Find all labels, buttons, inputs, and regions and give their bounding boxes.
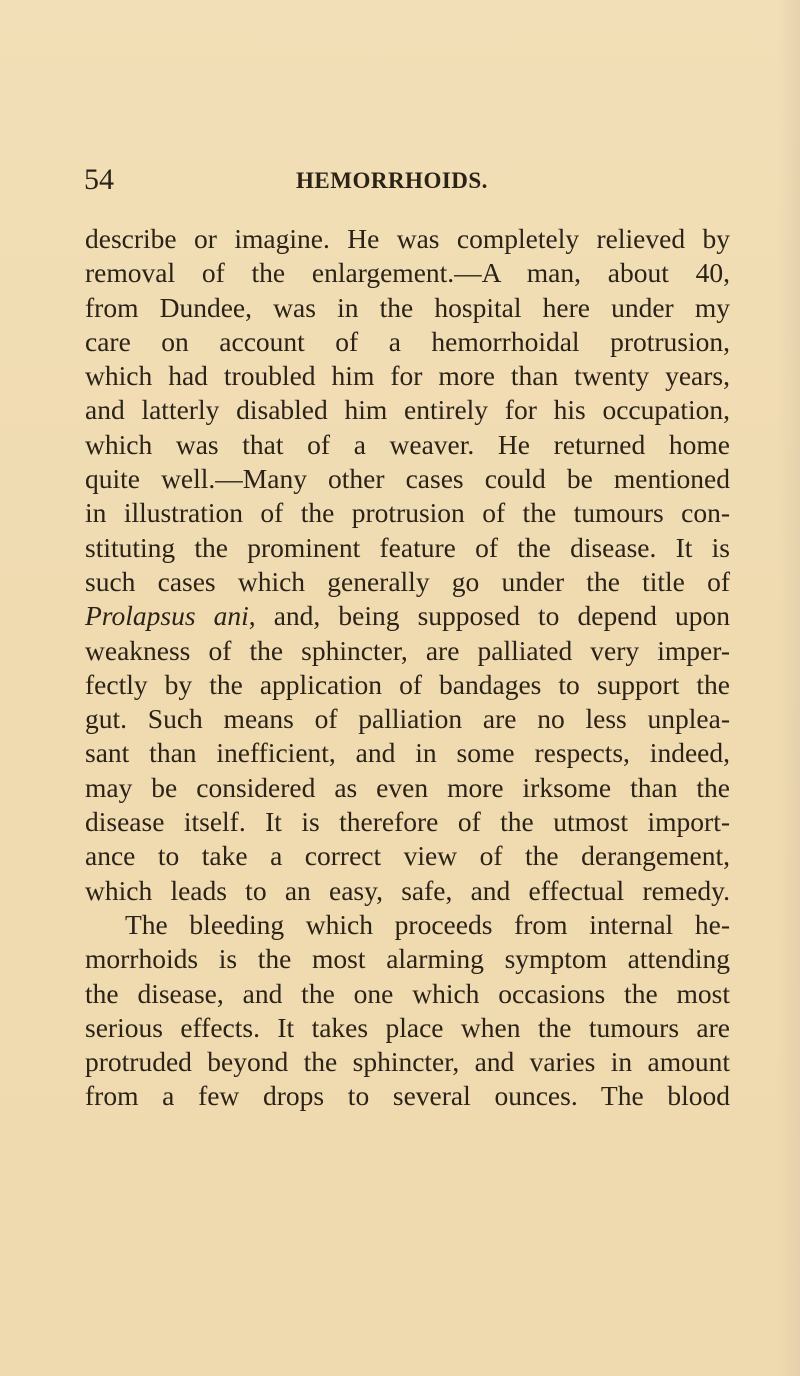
text-line-7: which was that of a weaver. He returned home [85,428,730,460]
text-line-4: care on account of a hemorrhoidal protrusion, [85,325,730,357]
text-line-20: which leads to an easy, safe, and effectual remedy. [85,874,730,906]
text-line-10: stituting the prominent feature of the disease. It is [85,531,730,563]
text-line-8: quite well.—Many other cases could be mentioned [85,463,730,495]
text-line-15: gut. Such means of palliation are no less unplea- [85,703,730,735]
text-line-14: fectly by the application of bandages to support the [85,668,730,700]
text-line-6: and latterly disabled him entirely for his occupation, [85,394,730,426]
text-line-5: which had troubled him for more than twenty years, [85,360,730,392]
text-line-2: removal of the enlargement.—A man, about 40, [85,257,730,289]
text-line-18: disease itself. It is therefore of the utmost import- [85,806,730,838]
text-line-12-rest: , and, being supposed to depend upon [248,600,731,632]
text-line-26: from a few drops to several ounces. The blood [85,1080,730,1112]
page-edge-shadow [778,0,800,1376]
body-text [85,222,730,1114]
text-line-16: sant than inefficient, and in some respects, indeed, [85,737,730,769]
text-line-17: may be considered as even more irksome than the [85,771,730,803]
text-line-3: from Dundee, was in the hospital here under my [85,291,730,323]
text-line-24: serious effects. It takes place when the tumours are [85,1011,730,1043]
text-line-25: protruded beyond the sphincter, and varies in amount [85,1046,730,1078]
text-line-12 [85,599,730,633]
text-line-9: in illustration of the protrusion of the tumours con- [85,497,730,529]
italic-term: Prolapsus ani [85,600,249,632]
text-line-22: morrhoids is the most alarming symptom attending [85,943,730,975]
text-line-19: ance to take a correct view of the derangement, [85,840,730,872]
running-head [84,160,724,200]
text-line-21: The bleeding which proceeds from internal he- [125,908,730,940]
text-line-13: weakness of the sphincter, are palliated very imper- [85,634,730,666]
page-number: 54 [84,163,114,196]
text-line-11: such cases which generally go under the title of [85,565,730,597]
running-title: HEMORRHOIDS. [296,168,488,193]
text-line-1: describe or imagine. He was completely relieved by [85,223,730,254]
text-line-23: the disease, and the one which occasions the most [85,977,730,1009]
